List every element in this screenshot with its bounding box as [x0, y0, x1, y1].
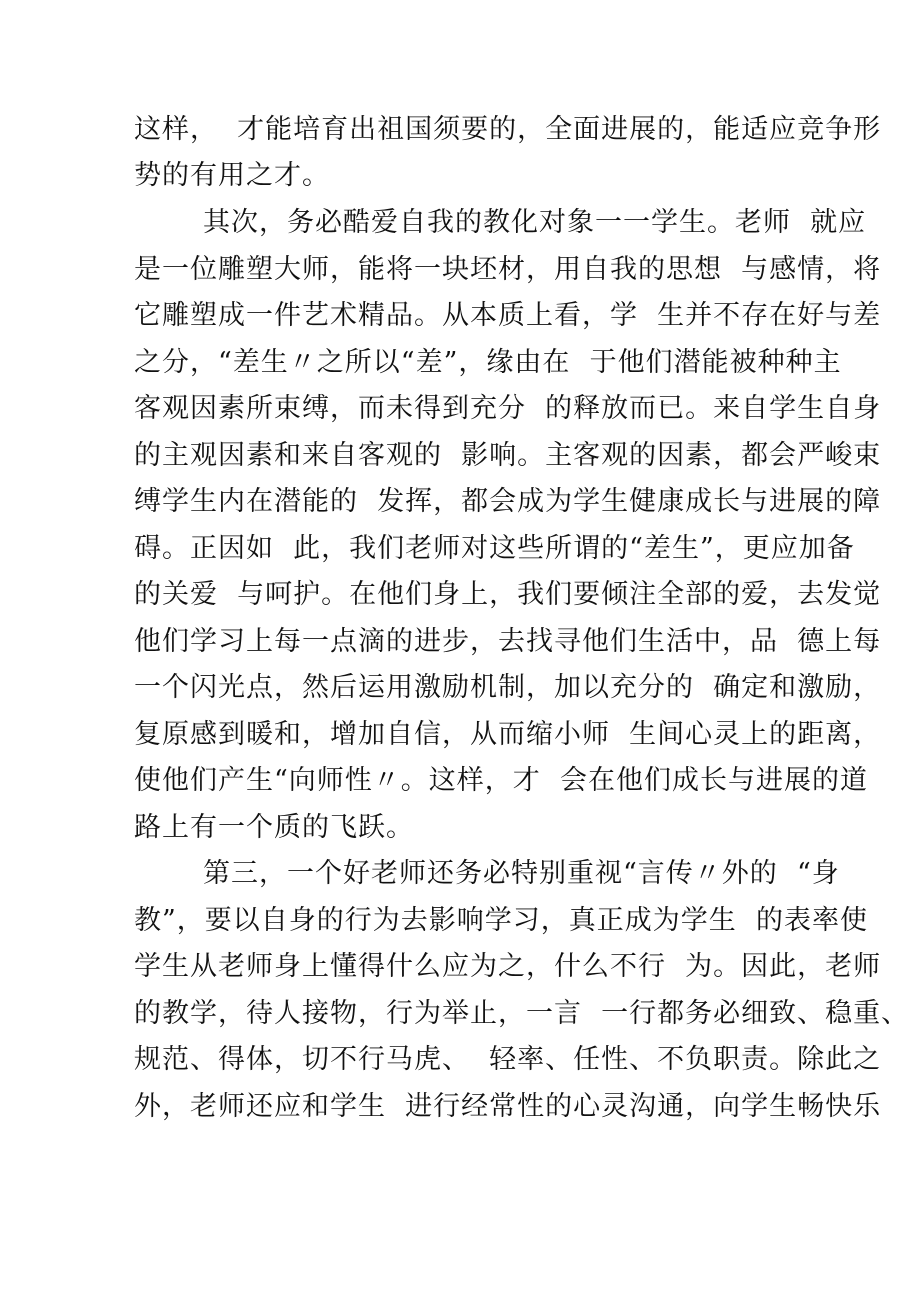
- text-line: 它雕塑成一件艺术精品。从本质上看，学 生并不存在好与差: [134, 300, 882, 331]
- text-line: 使他们产生“向师性〃。这样，才 会在他们成长与进展的道: [134, 765, 868, 796]
- text-line: 势的有用之才。: [134, 160, 330, 191]
- text-line: 外，老师还应和学生 进行经常性的心灵沟通，向学生畅快乐: [134, 1091, 882, 1122]
- text-line: 复原感到暖和，增加自信，从而缩小师 生间心灵上的距离，: [134, 719, 882, 750]
- text-line: 的关爱 与呵护。在他们身上，我们要倾注全部的爱，去发觉: [134, 579, 882, 610]
- text-line: 的主观因素和来自客观的 影响。主客观的因素，都会严峻束: [134, 440, 882, 471]
- text-line: 教”，要以自身的行为去影响学习，真正成为学生 的表率使: [134, 905, 868, 936]
- text-line: 一个闪光点，然后运用激励机制，加以充分的 确定和激励，: [134, 672, 882, 703]
- paragraph-start-line: 其次，务必酷爱自我的教化对象一一学生。老师 就应: [203, 207, 867, 238]
- text-line: 他们学习上每一点滴的进步，去找寻他们生活中，品 德上每: [134, 626, 882, 657]
- text-line: 的教学，待人接物，行为举止，一言 一行都务必细致、稳重、: [134, 998, 910, 1029]
- text-line: 之分，“差生〃之所以“差”，缘由在 于他们潜能被种种主: [134, 347, 842, 378]
- text-line: 这样， 才能培育出祖国须要的，全面进展的，能适应竞争形: [134, 114, 882, 145]
- text-line: 客观因素所束缚，而未得到充分 的释放而已。来自学生自身: [134, 393, 882, 424]
- text-line: 规范、得体，切不行马虎、 轻率、任性、不负职责。除此之: [134, 1044, 882, 1075]
- paragraph-start-line: 第三，一个好老师还务必特别重视“言传〃外的 “身: [203, 858, 840, 889]
- text-line: 学生从老师身上懂得什么应为之，什么不行 为。因此，老师: [134, 951, 882, 982]
- text-line: 路上有一个质的飞跃。: [134, 812, 414, 843]
- text-line: 缚学生内在潜能的 发挥，都会成为学生健康成长与进展的障: [134, 486, 882, 517]
- text-line: 是一位雕塑大师，能将一块坯材，用自我的思想 与感情，将: [134, 254, 882, 285]
- text-line: 碍。正因如 此，我们老师对这些所谓的“差生”，更应加备: [134, 533, 855, 564]
